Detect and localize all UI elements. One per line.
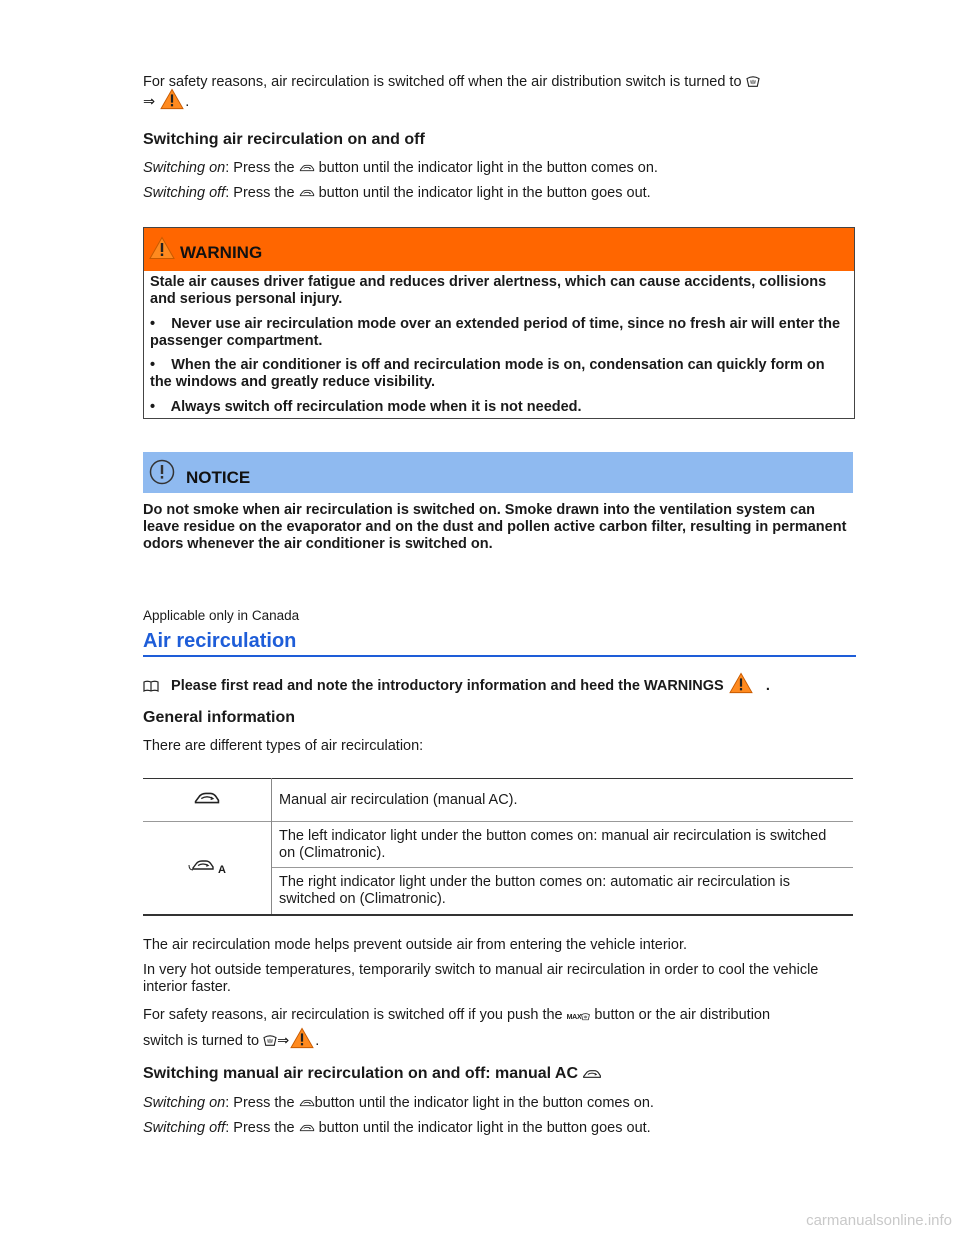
air-recirculation-icon [299,1123,315,1133]
table-row [143,779,853,822]
read-note: Please first read and note the introductory information and heed the WARNINGS . [143,677,770,695]
table-cell: Manual air recirculation (manual AC). [279,791,518,808]
intro-paragraph-line2: ⇒ . [143,93,189,111]
switching-off-line: Switching off: Press the button until the indicator light in the button goes out. [143,1120,651,1136]
warning-triangle-icon [728,672,754,694]
switching-on-line: Switching on: Press the button until the indicator light in the button comes on. [143,1095,654,1111]
warning-bullet: • Never use air recirculation mode over an extended period of time, since no fresh air will enter the passenger compartment. [150,316,841,349]
switching-off-line: Switching off: Press the button until the indicator light in the button goes out. [143,185,651,201]
notice-text: Do not smoke when air recirculation is switched on. Smoke drawn into the ventilation system can leave residue on the evaporator and on the dust and pollen active carbon filter, resulting in permanent odors whenever the air conditioner is switched on. [143,502,847,552]
notice-title: NOTICE [186,468,251,487]
paragraph-max-button: For safety reasons, air recirculation is switched off if you push the MAX button or the air distribution [143,1007,771,1023]
warning-triangle-icon [149,236,175,260]
table-icon-cell [143,779,272,822]
warning-bullet: • Always switch off recirculation mode when it is not needed. [150,399,582,415]
table-cell: The right indicator light under the button comes on: automatic air recirculation is switched on (Climatronic). [279,874,790,907]
arrow-symbol: ⇒ [143,94,156,110]
table-cell: The left indicator light under the button comes on: manual air recirculation is switched on (Climatronic). [279,827,827,861]
air-recirculation-icon [299,1098,315,1108]
warning-header [144,228,854,271]
recirculation-types-table [143,778,853,916]
paragraph: In very hot outside temperatures, temporarily switch to manual air recirculation in order to cool the vehicle interior faster. [143,962,819,995]
paragraph-distribution-switch: switch is turned to ⇒ . [143,1032,319,1050]
warning-triangle-icon [159,88,185,110]
windshield-defrost-icon [263,1035,277,1047]
warning-triangle-icon [289,1027,315,1049]
section-heading-recirculation: Switching air recirculation on and off [143,131,425,148]
general-information-heading: General information [143,709,296,726]
notice-header [143,452,853,493]
watermark-footer: carmanualsonline.info [806,1212,952,1229]
intro-paragraph [143,73,855,91]
manual-ac-heading: Switching manual air recirculation on and off: manual AC [143,1065,602,1083]
air-recirculation-icon [299,188,315,198]
auto-recirculation-icon [188,857,218,873]
warning-box [143,227,855,419]
warning-title: WARNING [180,243,263,262]
air-recirculation-icon [193,790,221,806]
air-recirculation-icon [299,163,315,173]
intro-text: For safety reasons, air recirculation is switched off when the air distribution switch is turned to [143,74,742,90]
section-title-air-recirculation: Air recirculation [143,630,297,652]
notice-exclamation-icon [149,459,175,485]
applicability-note: Applicable only in Canada [143,608,300,623]
section-title-rule [143,655,856,657]
open-book-icon [143,680,159,692]
air-recirculation-icon [582,1068,602,1080]
types-intro: There are different types of air recirculation: [143,738,424,754]
windshield-defrost-icon [746,76,760,88]
switching-on-line: Switching on: Press the button until the indicator light in the button comes on. [143,160,658,176]
warning-bullet: • When the air conditioner is off and recirculation mode is on, condensation can quickly form on the windows and greatly reduce visibility. [150,357,825,390]
warning-lead: Stale air causes driver fatigue and reduces driver alertness, which can cause accidents, collisions and serious personal injury. [150,274,827,307]
table-row [143,822,853,868]
paragraph: The air recirculation mode helps prevent outside air from entering the vehicle interior. [143,937,688,953]
max-defrost-icon: MAX [567,1014,591,1021]
table-icon-cell: A [143,822,272,916]
